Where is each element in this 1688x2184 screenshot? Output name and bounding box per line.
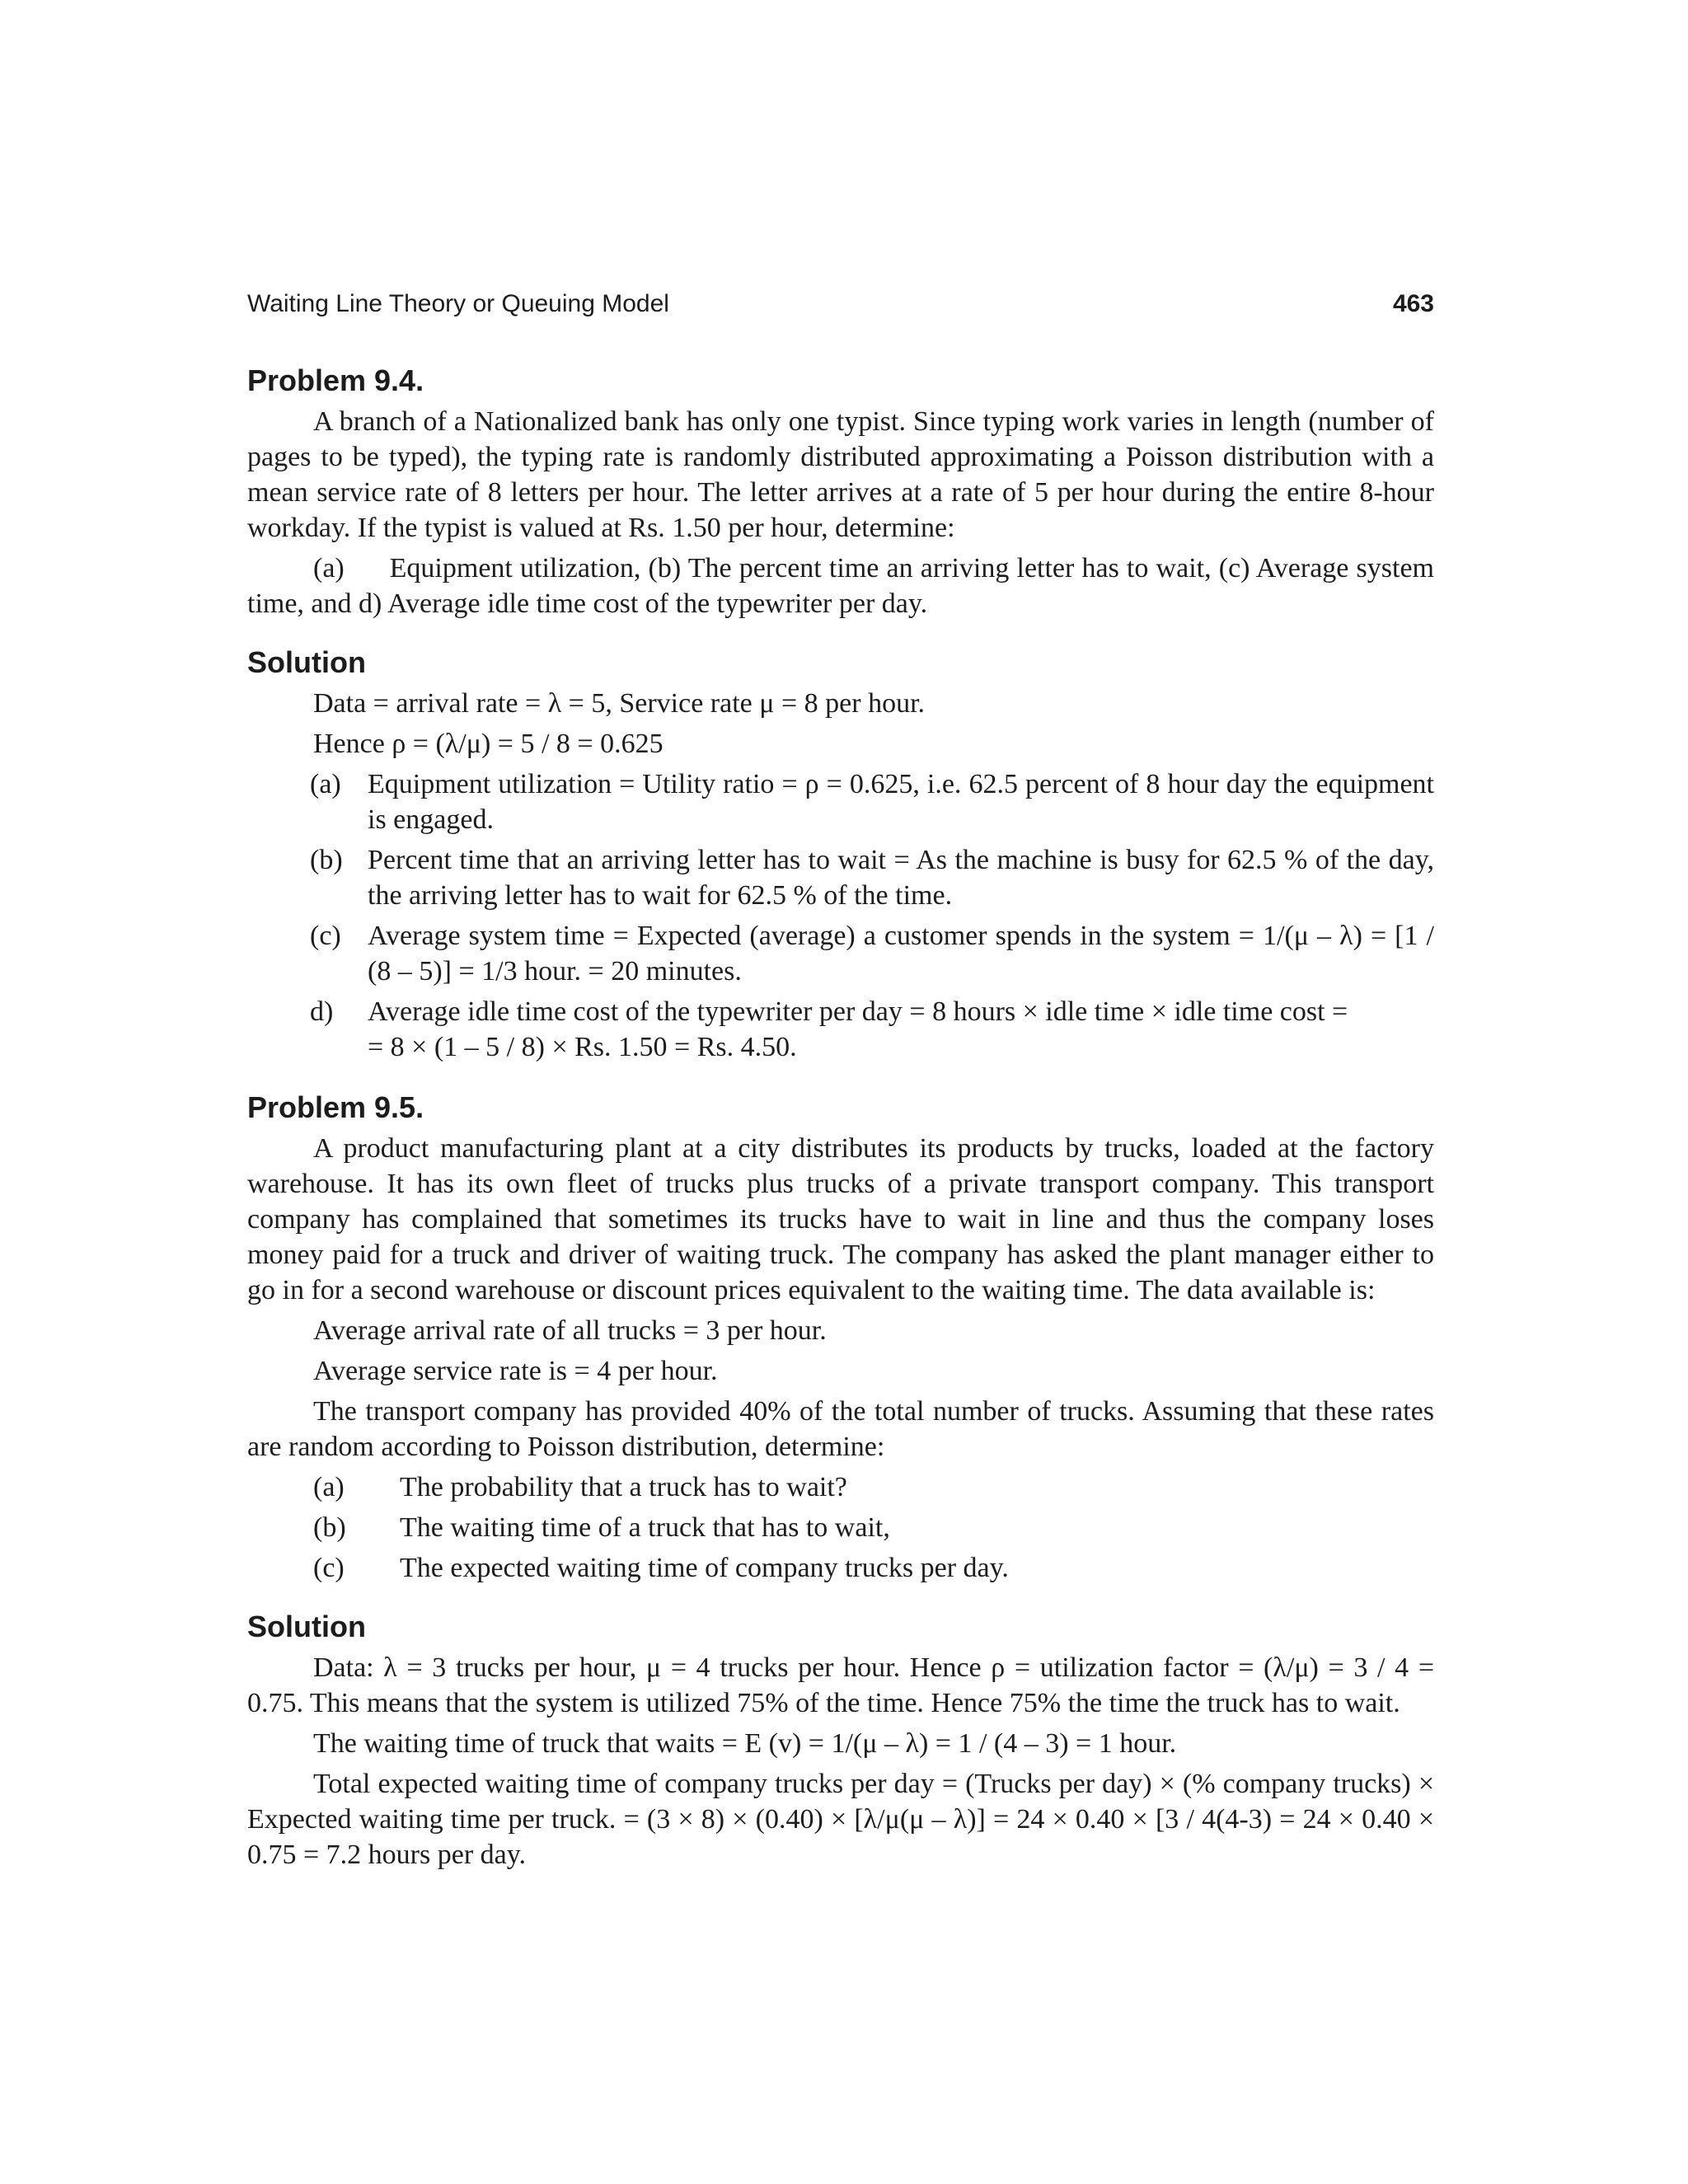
answer-b (247, 842, 1434, 913)
question-text: The waiting time of a truck that has to wait, (400, 1512, 890, 1543)
answer-text: Average system time = Expected (average) a customer spends in the system = 1/(μ – λ) = [1 / (8 – 5)] = 1/3 hour. = 20 minutes. (368, 921, 1434, 987)
page-number: 463 (1392, 290, 1434, 317)
problem-9-4-parts (247, 551, 1434, 621)
solution-9-5-title: Solution (247, 1610, 366, 1643)
answer-text-group (368, 994, 1434, 1065)
arrival-rate-line: Average arrival rate of all trucks = 3 per hour. (313, 1315, 827, 1346)
answer-label: d) (310, 996, 334, 1027)
problem-9-4-statement: A branch of a Nationalized bank has only one typist. Since typing work varies in length (number of pages to be typed), the typing rate is randomly distributed approximating a Poisson distribution with a mean service rate of 8 letters per hour. The letter arrives at a rate of 5 per hour during the entire 8-hour workday. If the typist is valued at Rs. 1.50 per hour, determine: (247, 406, 1434, 543)
solution-9-5-paragraph-2: The waiting time of truck that waits = E (v) = 1/(μ – λ) = 1 / (4 – 3) = 1 hour. (313, 1728, 1177, 1759)
solution-9-5-paragraph-3: Total expected waiting time of company trucks per day = (Trucks per day) × (% company trucks) × Expected waiting time per truck. = (3 × 8) × (0.40) × [λ/μ(μ – λ)] = 24 × 0.40 × [3 / 4(4-3) = 24 × 0.40 × 0.75 = 7.2 hours per day. (247, 1769, 1434, 1870)
question-text: The expected waiting time of company trucks per day. (400, 1553, 1009, 1583)
part-label-c: (c) (1218, 553, 1250, 583)
part-text-3: Average system time, and d) Average idle time cost of the typewriter per day. (247, 553, 1434, 619)
answer-c (247, 918, 1434, 989)
service-rate-line: Average service rate is = 4 per hour. (313, 1356, 718, 1386)
question-label: (a) (313, 1472, 345, 1502)
problem-9-5-statement: A product manufacturing plant at a city distributes its products by trucks, loaded at the factory warehouse. It has its own fleet of trucks plus trucks of a private transport company. This transport company has complained that sometimes its trucks have to wait in line and thus the company loses money paid for a truck and driver of waiting truck. The company has asked the plant manager either to go in for a second warehouse or discount prices equivalent to the waiting time. The data available is: (247, 1133, 1434, 1305)
solution-9-5-paragraph-1: Data: λ = 3 trucks per hour, μ = 4 trucks per hour. Hence ρ = utilization factor = (λ/μ) = 3 / 4 = 0.75. This means that the system is utilized 75% of the time. Hence 75% the time the truck has to wait. (247, 1652, 1434, 1718)
solution-9-4-title: Solution (247, 645, 366, 679)
transport-paragraph: The transport company has provided 40% of the total number of trucks. Assuming that these rates are random according to Poisson distribution, determine: (247, 1396, 1434, 1462)
answer-label: (b) (310, 845, 343, 875)
page-header (247, 290, 1434, 323)
part-label-b: (b) (648, 553, 682, 583)
answer-label: (c) (310, 921, 341, 951)
question-text: The probability that a truck has to wait? (400, 1472, 847, 1502)
part-text-1: Equipment utilization, (389, 553, 649, 583)
solution-9-4-hence-line: Hence ρ = (λ/μ) = 5 / 8 = 0.625 (313, 729, 663, 759)
answer-label: (a) (310, 769, 341, 799)
answer-d (247, 994, 1434, 1065)
question-label: (c) (313, 1553, 345, 1583)
question-b (247, 1510, 1434, 1545)
solution-9-4-data-line: Data = arrival rate = λ = 5, Service rate μ = 8 per hour. (313, 688, 926, 719)
question-label: (b) (313, 1512, 346, 1543)
answer-text-continued: = 8 × (1 – 5 / 8) × Rs. 1.50 = Rs. 4.50. (368, 1032, 797, 1062)
part-text-2: The percent time an arriving letter has to wait, (681, 553, 1219, 583)
answer-text: Percent time that an arriving letter has to wait = As the machine is busy for 62.5 % of the day, the arriving letter has to wait for 62.5 % of the time. (368, 845, 1434, 911)
problem-9-5-title: Problem 9.5. (247, 1090, 424, 1124)
answer-a (247, 766, 1434, 837)
question-c (247, 1550, 1434, 1586)
question-a (247, 1469, 1434, 1505)
running-title: Waiting Line Theory or Queuing Model (247, 290, 669, 317)
answer-text: Equipment utilization = Utility ratio = ρ = 0.625, i.e. 62.5 percent of 8 hour day the equipment is engaged. (368, 769, 1434, 835)
answer-text: Average idle time cost of the typewriter per day = 8 hours × idle time × idle time cost = (368, 996, 1348, 1027)
problem-9-4-title: Problem 9.4. (247, 363, 424, 397)
page-body (247, 363, 1434, 1872)
part-label-a: (a) (313, 553, 345, 583)
